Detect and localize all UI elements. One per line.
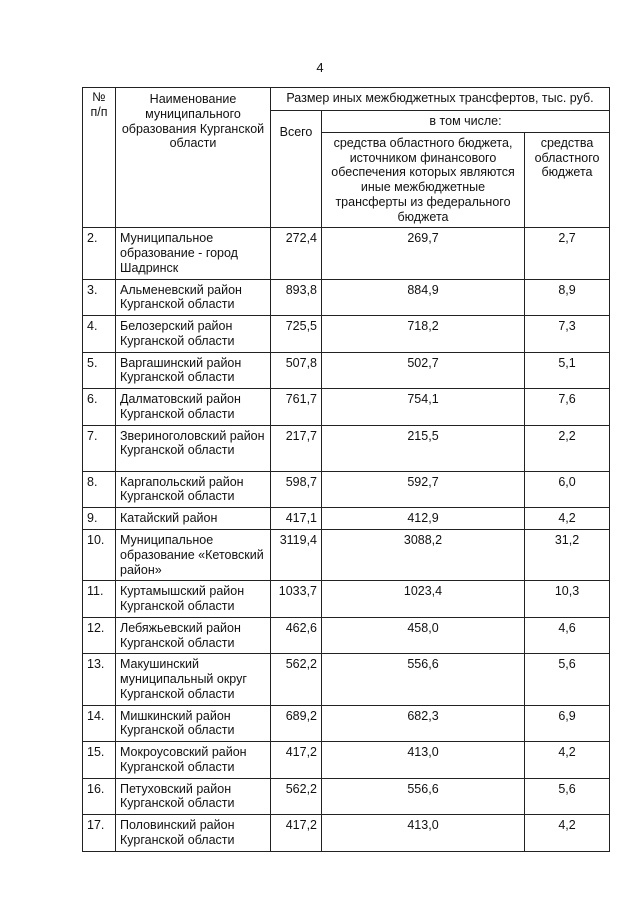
row-name: Куртамышский район Курганской области bbox=[116, 581, 271, 618]
row-regional: 7,3 bbox=[525, 316, 610, 353]
row-number: 14. bbox=[83, 705, 116, 742]
row-regional: 4,2 bbox=[525, 742, 610, 779]
row-total: 689,2 bbox=[271, 705, 322, 742]
header-including bbox=[322, 111, 610, 133]
transfers-table bbox=[82, 87, 610, 852]
table-row bbox=[83, 425, 610, 471]
row-total: 761,7 bbox=[271, 389, 322, 426]
row-federal: 556,6 bbox=[322, 778, 525, 815]
header-row-1 bbox=[83, 88, 610, 111]
header-size-label: Размер иных межбюджетных трансфертов, тыс. руб. bbox=[286, 91, 594, 105]
row-number: 7. bbox=[83, 425, 116, 471]
row-total: 417,2 bbox=[271, 742, 322, 779]
row-regional: 8,9 bbox=[525, 279, 610, 316]
row-federal: 413,0 bbox=[322, 815, 525, 852]
row-federal: 502,7 bbox=[322, 352, 525, 389]
row-regional: 7,6 bbox=[525, 389, 610, 426]
row-federal: 413,0 bbox=[322, 742, 525, 779]
row-federal: 1023,4 bbox=[322, 581, 525, 618]
row-number: 5. bbox=[83, 352, 116, 389]
row-name: Мокроусовский район Курганской области bbox=[116, 742, 271, 779]
row-name: Муниципальное образование - город Шадринск bbox=[116, 228, 271, 279]
table-row bbox=[83, 471, 610, 508]
row-regional: 4,2 bbox=[525, 815, 610, 852]
row-regional: 10,3 bbox=[525, 581, 610, 618]
header-total bbox=[271, 111, 322, 228]
row-name: Далматовский район Курганской области bbox=[116, 389, 271, 426]
table-row bbox=[83, 508, 610, 530]
row-name: Петуховский район Курганской области bbox=[116, 778, 271, 815]
row-regional: 6,0 bbox=[525, 471, 610, 508]
table-row bbox=[83, 279, 610, 316]
row-regional: 5,6 bbox=[525, 654, 610, 705]
row-regional: 31,2 bbox=[525, 530, 610, 581]
table-row bbox=[83, 742, 610, 779]
row-total: 217,7 bbox=[271, 425, 322, 471]
row-total: 462,6 bbox=[271, 617, 322, 654]
row-name: Белозерский район Курганской области bbox=[116, 316, 271, 353]
table-row bbox=[83, 617, 610, 654]
row-number: 9. bbox=[83, 508, 116, 530]
row-federal: 215,5 bbox=[322, 425, 525, 471]
row-number: 11. bbox=[83, 581, 116, 618]
row-federal: 458,0 bbox=[322, 617, 525, 654]
table-row bbox=[83, 705, 610, 742]
row-federal: 592,7 bbox=[322, 471, 525, 508]
table-row bbox=[83, 352, 610, 389]
row-number: 17. bbox=[83, 815, 116, 852]
table-row bbox=[83, 228, 610, 279]
row-number: 12. bbox=[83, 617, 116, 654]
row-number: 4. bbox=[83, 316, 116, 353]
row-federal: 884,9 bbox=[322, 279, 525, 316]
row-regional: 4,6 bbox=[525, 617, 610, 654]
header-num bbox=[83, 88, 116, 228]
row-name: Муниципальное образование «Кетовский район» bbox=[116, 530, 271, 581]
row-name: Альменевский район Курганской области bbox=[116, 279, 271, 316]
row-regional: 4,2 bbox=[525, 508, 610, 530]
table-row bbox=[83, 389, 610, 426]
row-regional: 5,6 bbox=[525, 778, 610, 815]
row-total: 598,7 bbox=[271, 471, 322, 508]
row-federal: 412,9 bbox=[322, 508, 525, 530]
row-regional: 2,2 bbox=[525, 425, 610, 471]
row-federal: 556,6 bbox=[322, 654, 525, 705]
row-regional: 5,1 bbox=[525, 352, 610, 389]
row-name: Каргапольский район Курганской области bbox=[116, 471, 271, 508]
row-total: 725,5 bbox=[271, 316, 322, 353]
table-row bbox=[83, 581, 610, 618]
header-federal bbox=[322, 132, 525, 228]
header-federal-label: средства областного бюджета, источником финансового обеспечения которых являются иные межбюджетные трансферты из федерального бюджета bbox=[331, 135, 515, 224]
row-name: Лебяжьевский район Курганской области bbox=[116, 617, 271, 654]
header-size bbox=[271, 88, 610, 111]
header-regional bbox=[525, 132, 610, 228]
row-name: Катайский район bbox=[116, 508, 271, 530]
row-total: 3119,4 bbox=[271, 530, 322, 581]
header-num-label: № п/п bbox=[90, 90, 108, 119]
row-number: 3. bbox=[83, 279, 116, 316]
row-name: Варгашинский район Курганской области bbox=[116, 352, 271, 389]
row-number: 15. bbox=[83, 742, 116, 779]
header-total-label: Всего bbox=[279, 125, 313, 139]
row-number: 10. bbox=[83, 530, 116, 581]
row-federal: 754,1 bbox=[322, 389, 525, 426]
table-row bbox=[83, 316, 610, 353]
row-name: Звериноголовский район Курганской области bbox=[116, 425, 271, 471]
table-row bbox=[83, 778, 610, 815]
header-name bbox=[116, 88, 271, 228]
row-regional: 2,7 bbox=[525, 228, 610, 279]
row-total: 272,4 bbox=[271, 228, 322, 279]
row-regional: 6,9 bbox=[525, 705, 610, 742]
row-federal: 3088,2 bbox=[322, 530, 525, 581]
row-total: 507,8 bbox=[271, 352, 322, 389]
row-total: 417,1 bbox=[271, 508, 322, 530]
row-total: 562,2 bbox=[271, 778, 322, 815]
header-regional-label: средства областного бюджета bbox=[534, 135, 600, 180]
row-total: 562,2 bbox=[271, 654, 322, 705]
row-number: 13. bbox=[83, 654, 116, 705]
table-row bbox=[83, 654, 610, 705]
table-row bbox=[83, 815, 610, 852]
row-total: 1033,7 bbox=[271, 581, 322, 618]
row-federal: 682,3 bbox=[322, 705, 525, 742]
row-number: 8. bbox=[83, 471, 116, 508]
row-name: Половинский район Курганской области bbox=[116, 815, 271, 852]
header-including-label: в том числе: bbox=[429, 114, 502, 128]
page-number: 4 bbox=[316, 60, 324, 75]
row-federal: 718,2 bbox=[322, 316, 525, 353]
row-name: Мишкинский район Курганской области bbox=[116, 705, 271, 742]
row-total: 893,8 bbox=[271, 279, 322, 316]
row-number: 2. bbox=[83, 228, 116, 279]
row-number: 6. bbox=[83, 389, 116, 426]
header-name-label: Наименование муниципального образования Курганской области bbox=[121, 92, 265, 151]
table-body bbox=[83, 228, 610, 851]
row-total: 417,2 bbox=[271, 815, 322, 852]
table-row bbox=[83, 530, 610, 581]
row-number: 16. bbox=[83, 778, 116, 815]
row-federal: 269,7 bbox=[322, 228, 525, 279]
row-name: Макушинский муниципальный округ Курганской области bbox=[116, 654, 271, 705]
